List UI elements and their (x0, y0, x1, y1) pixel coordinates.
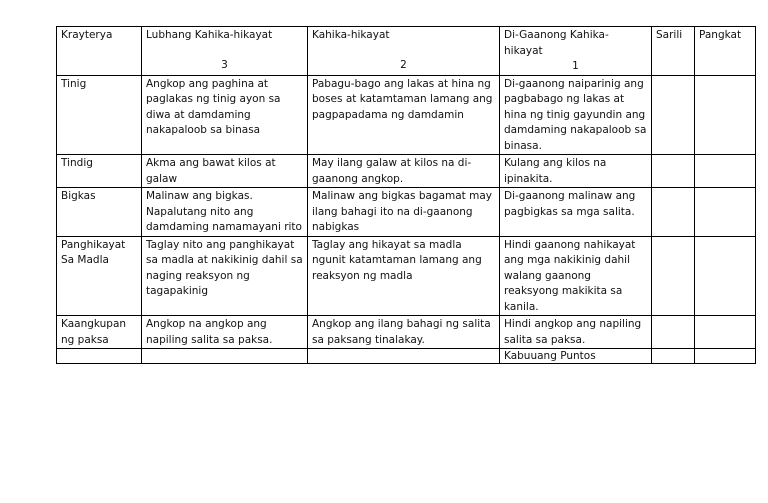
self-score-cell[interactable] (652, 316, 695, 349)
self-score-cell[interactable] (652, 188, 695, 237)
table-row (57, 316, 756, 349)
criteria-header: Krayterya (57, 27, 142, 76)
criterion-cell: Tinig (57, 75, 142, 155)
self-total-cell[interactable] (652, 349, 695, 364)
table-row (57, 188, 756, 237)
criterion-cell: Bigkas (57, 188, 142, 237)
self-score-header: Sarili (652, 27, 695, 76)
self-score-cell[interactable] (652, 155, 695, 188)
table-row (57, 236, 756, 316)
level-2-cell: May ilang galaw at kilos na di-gaanong angkop. (308, 155, 500, 188)
level-1-title: Di-Gaanong Kahika-hikayat (504, 29, 609, 57)
table-row (57, 155, 756, 188)
level-2-score: 2 (400, 58, 407, 71)
level-3-cell: Akma ang bawat kilos at galaw (142, 155, 308, 188)
table-row (57, 75, 756, 155)
level-3-score: 3 (221, 58, 228, 71)
group-score-cell[interactable] (695, 236, 756, 316)
group-score-cell[interactable] (695, 188, 756, 237)
level-1-score: 1 (572, 60, 579, 72)
level-1-cell: Di-gaanong naiparinig ang pagbabago ng lakas at hina ng tinig gayundin ang damdaming nakapaloob sa binasa. (500, 75, 652, 155)
rubric-table (56, 26, 756, 364)
empty-cell (308, 349, 500, 364)
total-row (57, 349, 756, 364)
level-2-header (308, 27, 500, 76)
self-score-cell[interactable] (652, 236, 695, 316)
level-3-cell: Malinaw ang bigkas. Napalutang nito ang damdaming namamayani rito (142, 188, 308, 237)
level-1-header (500, 27, 652, 76)
level-1-cell: Hindi angkop ang napiling salita sa paksa. (500, 316, 652, 349)
criterion-cell: Kaangkupan ng paksa (57, 316, 142, 349)
level-3-cell: Taglay nito ang panghikayat sa madla at nakikinig dahil sa naging reaksyon ng tagapakinig (142, 236, 308, 316)
empty-cell (57, 349, 142, 364)
level-2-cell: Angkop ang ilang bahagi ng salita sa paksang tinalakay. (308, 316, 500, 349)
level-2-cell: Pabagu-bago ang lakas at hina ng boses at katamtaman lamang ang pagpapadama ng damdamin (308, 75, 500, 155)
level-3-title: Lubhang Kahika-hikayat (146, 29, 273, 41)
level-3-header (142, 27, 308, 76)
level-2-title: Kahika-hikayat (312, 29, 390, 41)
level-2-cell: Malinaw ang bigkas bagamat may ilang bahagi ito na di-gaanong nabigkas (308, 188, 500, 237)
group-total-cell[interactable] (695, 349, 756, 364)
level-3-cell: Angkop na angkop ang napiling salita sa paksa. (142, 316, 308, 349)
criterion-cell: Tindig (57, 155, 142, 188)
level-1-cell: Kulang ang kilos na ipinakita. (500, 155, 652, 188)
group-score-cell[interactable] (695, 316, 756, 349)
level-3-cell: Angkop ang paghina at paglakas ng tinig ayon sa diwa at damdaming nakapaloob sa binasa (142, 75, 308, 155)
total-label: Kabuuang Puntos (500, 349, 652, 364)
level-1-cell: Hindi gaanong nahikayat ang mga nakikinig dahil walang gaanong reaksyong makikita sa kanila. (500, 236, 652, 316)
criterion-cell: Panghikayat Sa Madla (57, 236, 142, 316)
group-score-cell[interactable] (695, 75, 756, 155)
header-row (57, 27, 756, 76)
group-score-header: Pangkat (695, 27, 756, 76)
self-score-cell[interactable] (652, 75, 695, 155)
group-score-cell[interactable] (695, 155, 756, 188)
empty-cell (142, 349, 308, 364)
level-2-cell: Taglay ang hikayat sa madla ngunit katamtaman lamang ang reaksyon ng madla (308, 236, 500, 316)
level-1-cell: Di-gaanong malinaw ang pagbigkas sa mga salita. (500, 188, 652, 237)
